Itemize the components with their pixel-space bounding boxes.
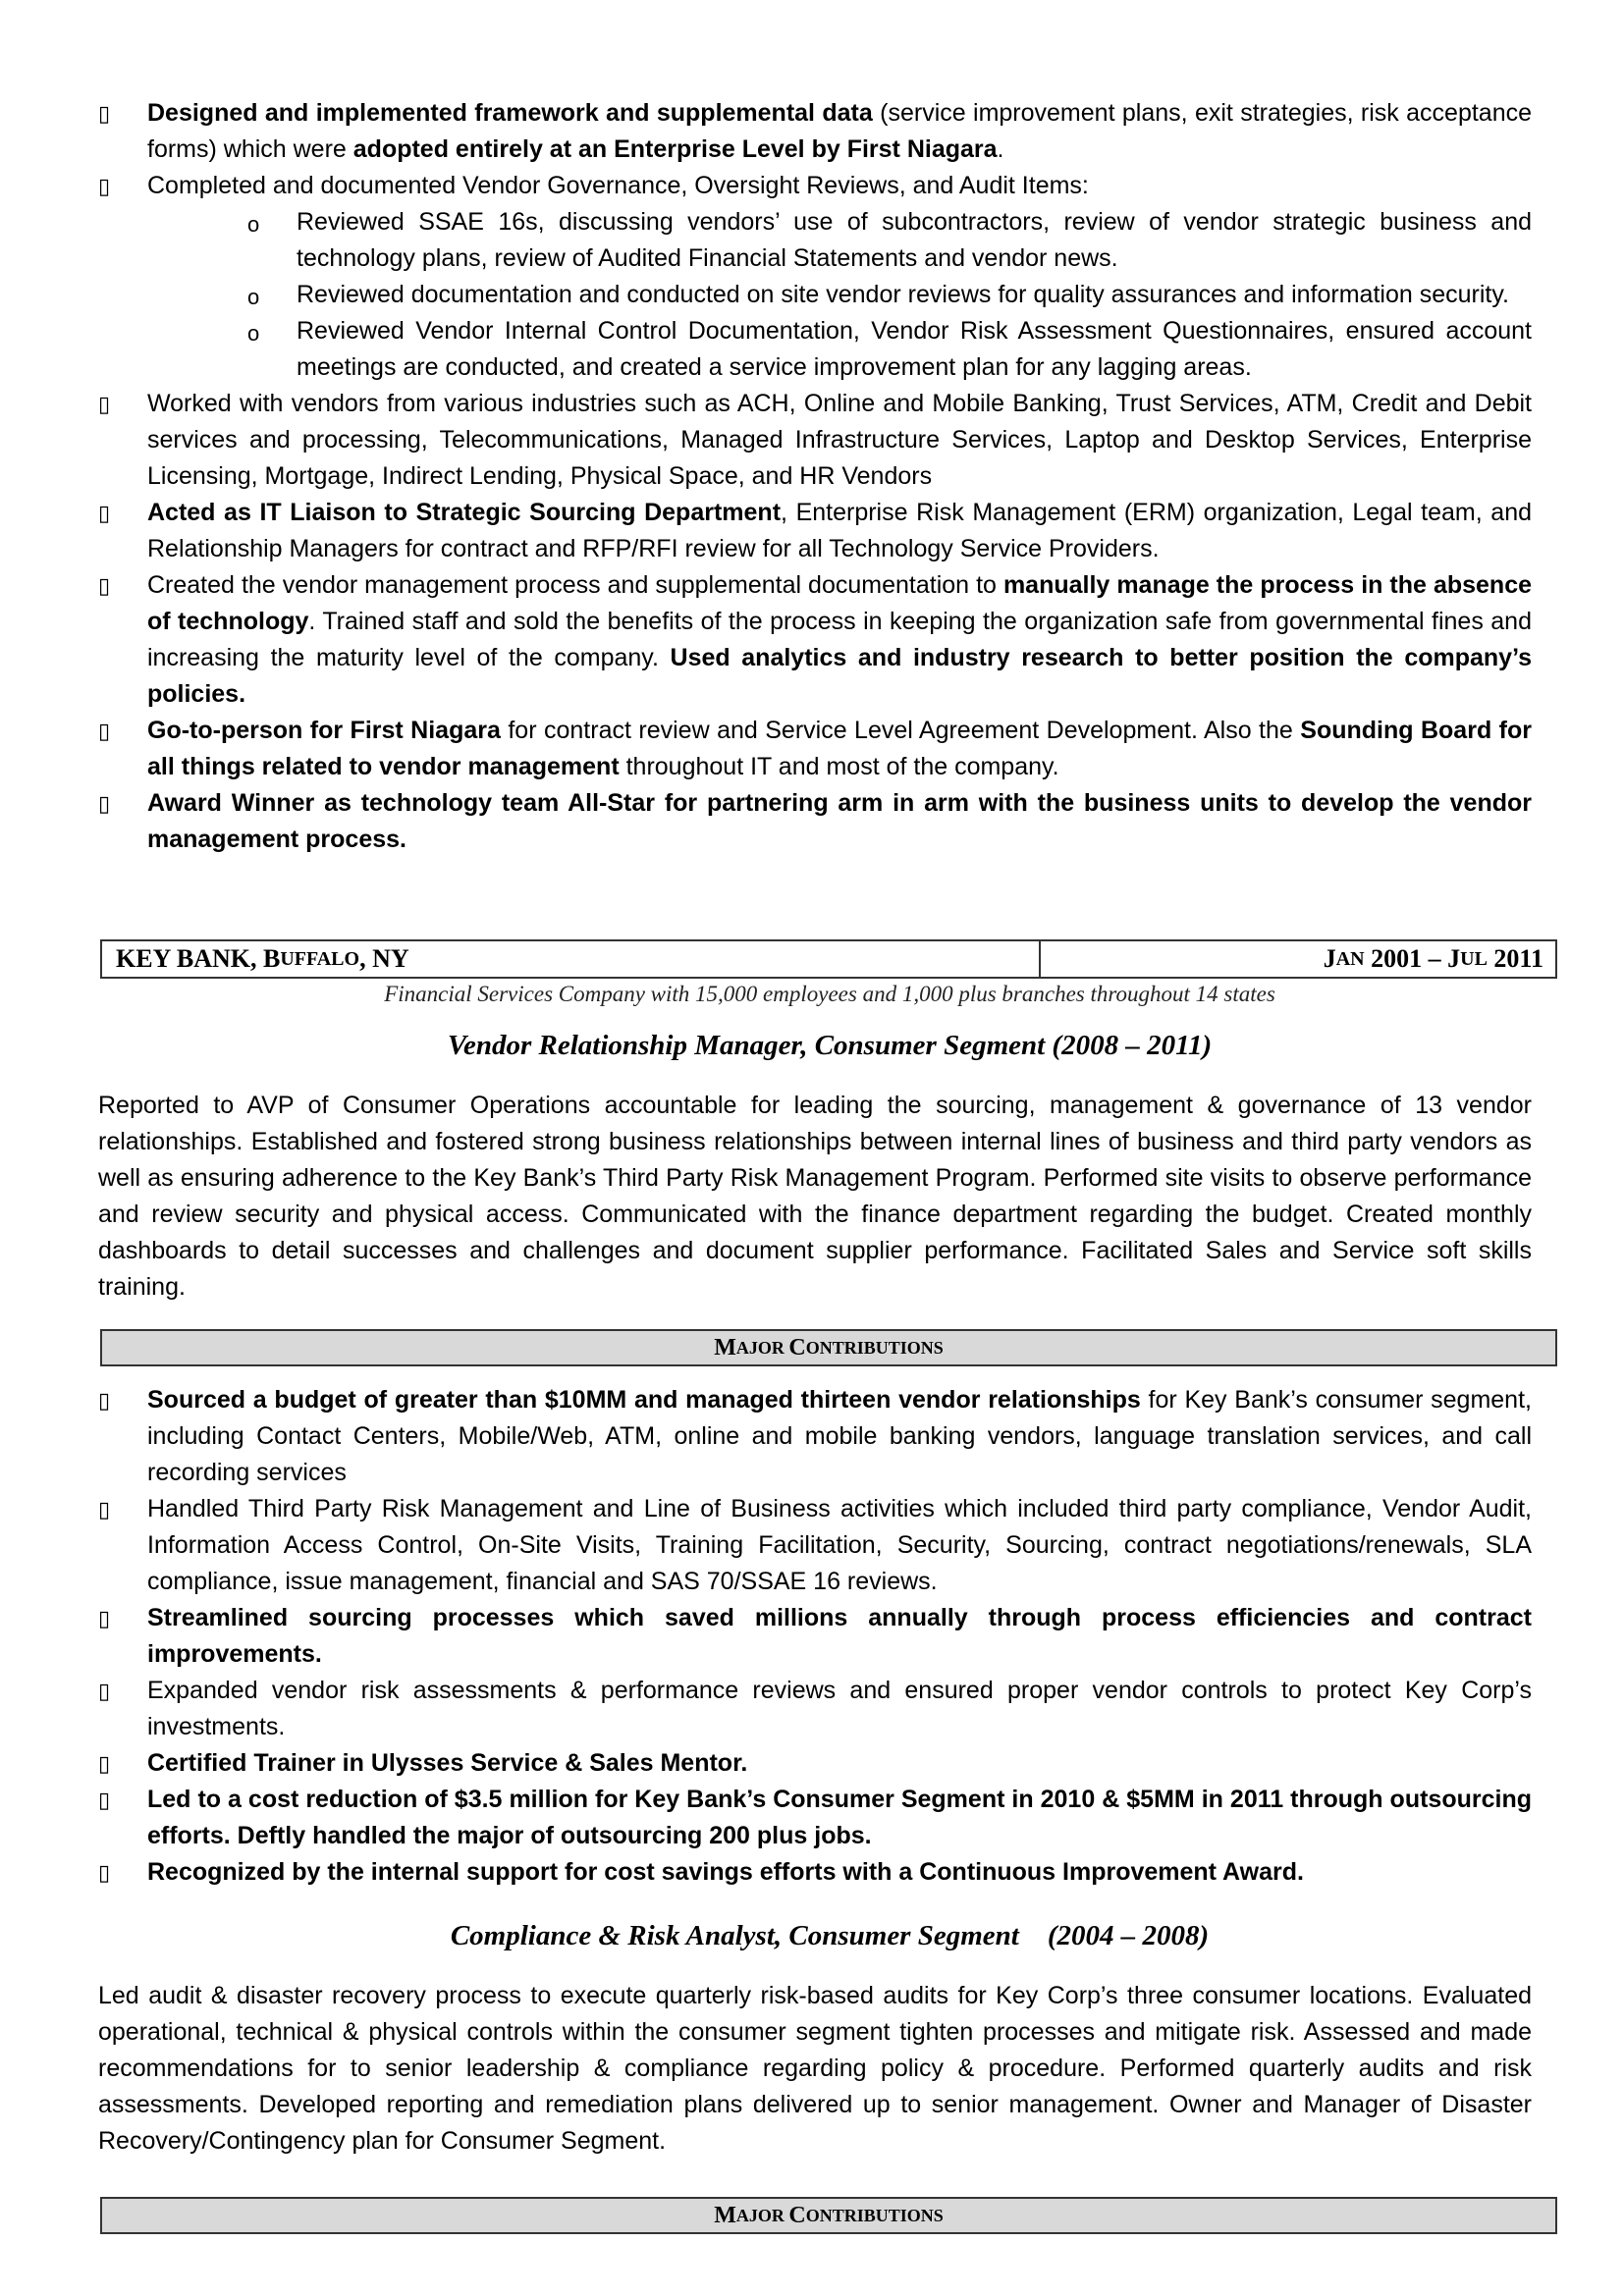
bullet-item: [98, 1673, 1532, 1745]
bullet-text: throughout IT and most of the company.: [619, 753, 1059, 780]
bullet-box-icon: ▯: [98, 791, 111, 816]
heading-initial-c: C: [788, 2202, 806, 2228]
bullet-text: (service improvement plans, exit strategies, risk acceptance forms) which were: [147, 99, 1533, 163]
role-title-compliance-risk-analyst: [98, 1920, 1561, 1952]
bullet-item: [98, 168, 1532, 386]
sub-bullet-item: [98, 313, 1532, 386]
sub-bullet-text: Reviewed documentation and conducted on site vendor reviews for quality assurances and information security.: [297, 281, 1509, 308]
bullet-item: [98, 567, 1532, 713]
employer-name-cell: [102, 941, 1041, 977]
circle-bullet-icon: o: [247, 285, 260, 309]
bullet-text-bold: Acted as IT Liaison to Strategic Sourcing Department: [147, 499, 782, 526]
bullet-box-icon: ▯: [98, 1860, 111, 1885]
sub-bullet-item: [98, 204, 1532, 277]
date-start-initial: J: [1323, 944, 1336, 973]
bullet-text-bold: Certified Trainer in Ulysses Service & Sales Mentor.: [147, 1749, 748, 1777]
company-description: Financial Services Company with 15,000 employees and 1,000 plus branches throughout 14 states: [384, 982, 1275, 1006]
circle-bullet-icon: o: [247, 212, 260, 237]
bullet-text-bold: Streamlined sourcing processes which saved millions annually through process efficiencies and contract improvements.: [147, 1604, 1532, 1668]
role-title-vendor-relationship-manager: Vendor Relationship Manager, Consumer Segment (2008 – 2011): [447, 1030, 1213, 1061]
bullet-box-icon: ▯: [98, 719, 111, 743]
bullet-text-bold: Sourced a budget of greater than $10MM and managed thirteen vendor relationships: [147, 1386, 1141, 1414]
keybank-contribution-list: [98, 1382, 1532, 1891]
bullet-item: [98, 713, 1532, 785]
bullet-box-icon: ▯: [98, 1606, 111, 1630]
date-end-year: 2011: [1487, 944, 1543, 973]
bullet-box-icon: ▯: [98, 174, 111, 198]
major-contributions-heading: [100, 1329, 1557, 1366]
bullet-text-bold: manually manage the process in the absence of technology: [147, 571, 1533, 635]
heading-rest-ontributions: ONTRIBUTIONS: [805, 1337, 944, 1358]
bullet-text: for Key Bank’s consumer segment, including Contact Centers, Mobile/Web, ATM, online and mobile banking vendors, language translation services, and call recording services: [147, 1386, 1532, 1486]
role-summary-vendor-relationship-manager: Reported to AVP of Consumer Operations accountable for leading the sourcing, management & governance of 13 vendor relationships. Established and fostered strong business relationships between internal lines of business and third party vendors as well as ensuring adherence to the Key Bank’s Third Party Risk Management Program. Performed site visits to observe performance and review security and physical access. Communicated with the finance department regarding the budget. Created monthly dashboards to detail successes and challenges and document supplier performance. Facilitated Sales and Service soft skills training.: [98, 1092, 1532, 1301]
bullet-box-icon: ▯: [98, 1679, 111, 1703]
bullet-text: Completed and documented Vendor Governance, Oversight Reviews, and Audit Items:: [147, 172, 1089, 199]
bullet-item: [98, 1745, 1532, 1782]
date-end-initial: J: [1447, 944, 1461, 973]
major-contributions-heading-2: [100, 2197, 1557, 2234]
heading-initial-m: M: [714, 1334, 736, 1361]
employer-location-state: , NY: [359, 944, 409, 973]
bullet-text: Handled Third Party Risk Management and Line of Business activities which included third party compliance, Vendor Audit, Information Access Control, On-Site Visits, Training Facilitation, Security, Sourcing, contract negotiations/renewals, SLA compliance, issue management, financial and SAS 70/SSAE 16 reviews.: [147, 1495, 1532, 1595]
bullet-item: [98, 785, 1532, 858]
bullet-text-bold: adopted entirely at an Enterprise Level by First Niagara: [352, 135, 998, 163]
bullet-item: [98, 1600, 1532, 1673]
bullet-text: .: [997, 135, 1004, 163]
first-niagara-bullets: [98, 95, 1532, 858]
bullet-box-icon: ▯: [98, 101, 111, 126]
bullet-text-bold: Led to a cost reduction of $3.5 million for Key Bank’s Consumer Segment in 2010 & $5MM in 2011 through outsourcing efforts. Deftly handled the major of outsourcing 200 plus jobs.: [147, 1786, 1532, 1849]
bullet-item: [98, 95, 1532, 168]
bullet-box-icon: ▯: [98, 573, 111, 598]
sub-bullet-list: [98, 204, 1532, 386]
sub-bullet-item: [98, 277, 1532, 313]
bullet-item: [98, 1782, 1532, 1854]
bullet-text: Created the vendor management process and supplemental documentation to: [147, 571, 1003, 599]
role-title-dates: (2004 – 2008): [1047, 1920, 1210, 1951]
bullet-box-icon: ▯: [98, 1788, 111, 1812]
date-end-month: UL: [1460, 947, 1488, 970]
bullet-text-bold: Sounding Board for all things related to vendor management: [147, 717, 1532, 780]
heading-rest-ajor: AJOR: [735, 1337, 789, 1358]
heading-rest-ontributions: ONTRIBUTIONS: [805, 2205, 944, 2225]
heading-initial-c: C: [788, 1334, 806, 1361]
bullet-item: [98, 1382, 1532, 1491]
heading-initial-m: M: [714, 2202, 736, 2228]
bullet-text: . Trained staff and sold the benefits of the process in keeping the organization safe from governmental fines and increasing the maturity level of the company.: [147, 608, 1532, 671]
bullet-box-icon: ▯: [98, 501, 111, 525]
role-title-main: Compliance & Risk Analyst, Consumer Segment: [450, 1920, 1019, 1951]
circle-bullet-icon: o: [247, 321, 260, 346]
bullet-text-bold: Used analytics and industry research to better position the company’s policies.: [147, 644, 1532, 708]
bullet-box-icon: ▯: [98, 1751, 111, 1776]
keybank-contributions: [98, 1382, 1532, 1891]
bullet-item: [98, 1491, 1532, 1600]
employer-location-initial: B: [263, 944, 281, 973]
bullet-text-bold: Award Winner as technology team All-Star for partnering arm in arm with the business units to develop the vendor management process.: [147, 789, 1532, 853]
bullet-item: [98, 1854, 1532, 1891]
sub-bullet-text: Reviewed SSAE 16s, discussing vendors’ use of subcontractors, review of vendor strategic business and technology plans, review of Audited Financial Statements and vendor news.: [297, 208, 1532, 272]
employer-name: KEY BANK,: [116, 944, 257, 973]
date-start-month: AN: [1335, 947, 1365, 970]
bullet-text-bold: Recognized by the internal support for cost savings efforts with a Continuous Improvement Award.: [147, 1858, 1304, 1886]
first-niagara-bullet-list: [98, 95, 1532, 858]
heading-rest-ajor: AJOR: [735, 2205, 789, 2225]
role-summary-compliance-risk-analyst: Led audit & disaster recovery process to execute quarterly risk-based audits for Key Corp’s three consumer locations. Evaluated operational, technical & physical controls within the consumer segment tighten processes and mitigate risk. Assessed and made recommendations for to senior leadership & compliance regarding policy & procedure. Performed quarterly audits and risk assessments. Developed reporting and remediation plans delivered up to senior management. Owner and Manager of Disaster Recovery/Contingency plan for Consumer Segment.: [98, 1982, 1532, 2155]
bullet-text: for contract review and Service Level Agreement Development. Also the: [500, 717, 1301, 744]
bullet-text: Expanded vendor risk assessments & performance reviews and ensured proper vendor controls to protect Key Corp’s investments.: [147, 1677, 1532, 1740]
employer-location-rest: UFFALO: [280, 947, 360, 970]
employment-dates-cell: [1041, 941, 1555, 977]
bullet-text: Worked with vendors from various industries such as ACH, Online and Mobile Banking, Trust Services, ATM, Credit and Debit services and processing, Telecommunications, Managed Infrastructure Services, Laptop and Desktop Services, Enterprise Licensing, Mortgage, Indirect Lending, Physical Space, and HR Vendors: [147, 390, 1532, 490]
bullet-item: [98, 495, 1532, 567]
bullet-text-bold: Go-to-person for First Niagara: [147, 717, 501, 744]
bullet-text: , Enterprise Risk Management (ERM) organization, Legal team, and Relationship Managers for contract and RFP/RFI review for all Technology Service Providers.: [147, 499, 1533, 562]
sub-bullet-text: Reviewed Vendor Internal Control Documentation, Vendor Risk Assessment Questionnaires, ensured account meetings are conducted, and created a service improvement plan for any lagging areas.: [297, 317, 1532, 381]
bullet-item: [98, 386, 1532, 495]
date-start-year: 2001 –: [1364, 944, 1448, 973]
bullet-text-bold: Designed and implemented framework and supplemental data: [147, 99, 873, 127]
bullet-box-icon: ▯: [98, 1497, 111, 1522]
bullet-box-icon: ▯: [98, 392, 111, 416]
bullet-box-icon: ▯: [98, 1388, 111, 1413]
employer-header-table: [100, 939, 1557, 979]
